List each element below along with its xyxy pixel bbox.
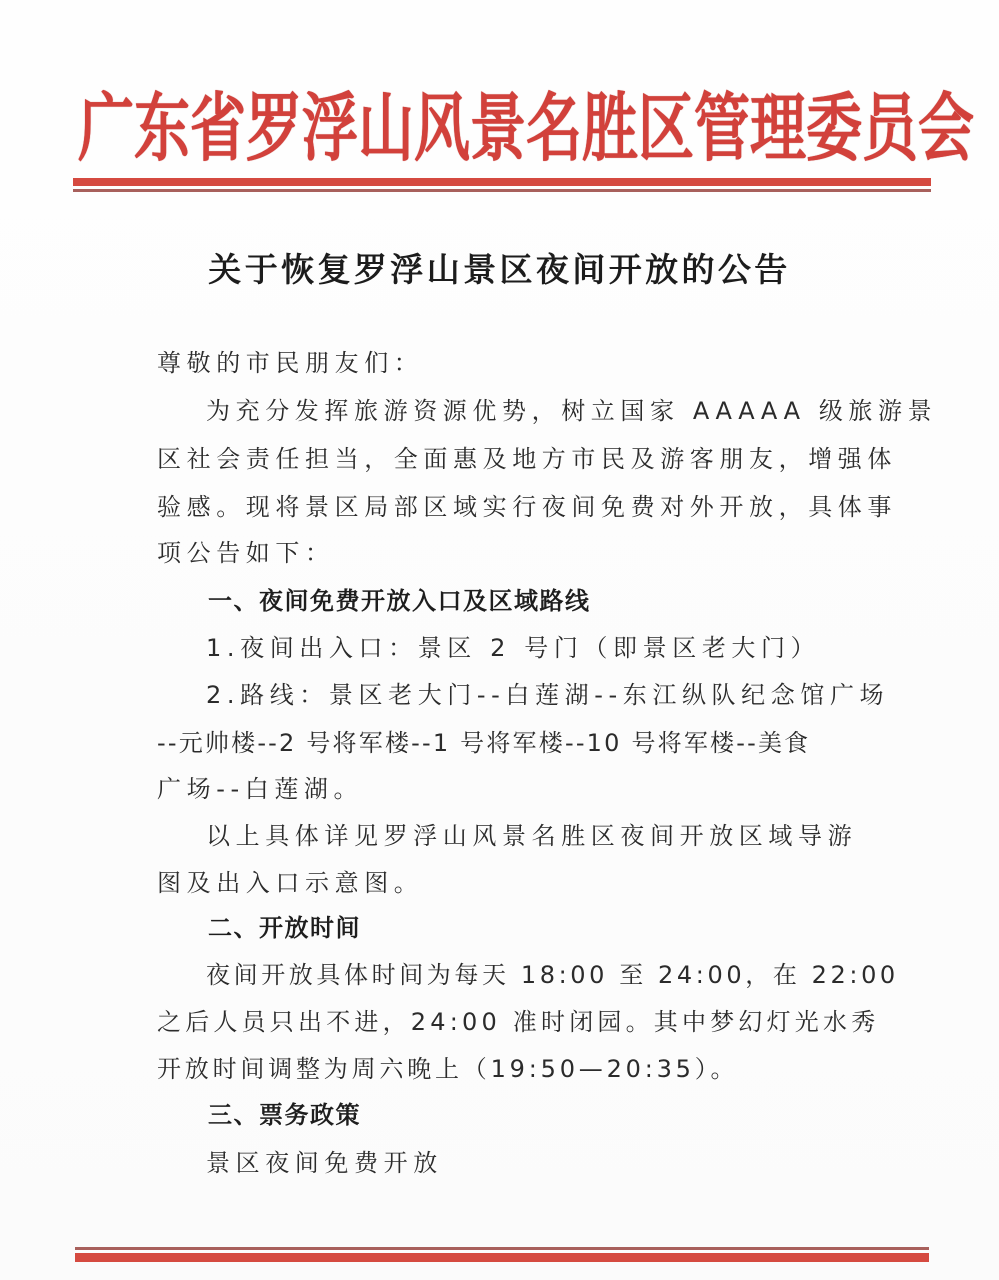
section-line: 2.路线：景区老大门--白莲湖--东江纵队纪念馆广场: [206, 681, 890, 709]
section-line: 以上具体详见罗浮山风景名胜区夜间开放区域导游: [206, 822, 858, 850]
letterhead-char: 理: [750, 84, 806, 172]
intro-line: 验感。现将景区局部区域实行夜间免费对外开放，具体事: [157, 493, 897, 521]
letterhead-char: 名: [526, 84, 582, 172]
section-line: 1.夜间出入口：景区 2 号门（即景区老大门）: [206, 634, 821, 662]
intro-line: 为充分发挥旅游资源优势，树立国家 AAAAA 级旅游景: [206, 397, 938, 425]
letterhead-char: 风: [414, 84, 470, 172]
document-title: 关于恢复罗浮山景区夜间开放的公告: [208, 250, 791, 289]
letterhead-char: 管: [694, 84, 750, 172]
letterhead-char: 景: [470, 84, 526, 172]
letterhead-char: 省: [190, 84, 246, 172]
section-line: --元帅楼--2 号将军楼--1 号将军楼--10 号将军楼--美食: [157, 729, 811, 757]
letterhead-char: 东: [134, 84, 190, 172]
letterhead-char: 浮: [302, 84, 358, 172]
section-line: 景区夜间免费开放: [206, 1149, 443, 1177]
letterhead-organization: [78, 78, 974, 172]
section-line: 图及出入口示意图。: [157, 869, 424, 897]
footer-rule-thin: [75, 1247, 929, 1250]
letterhead-char: 罗: [246, 84, 302, 172]
letterhead-char: 山: [358, 84, 414, 172]
letterhead-char: 委: [806, 84, 862, 172]
intro-line: 项公告如下：: [157, 539, 335, 567]
section-line: 广场--白莲湖。: [157, 775, 364, 803]
section-line: 开放时间调整为周六晚上（19:50—20:35）。: [157, 1055, 739, 1083]
section-heading-entrance-route: 一、夜间免费开放入口及区域路线: [208, 587, 591, 615]
letterhead-char: 区: [638, 84, 694, 172]
section-line: 夜间开放具体时间为每天 18:00 至 24:00，在 22:00: [206, 961, 899, 989]
letterhead-char: 胜: [582, 84, 638, 172]
intro-line: 区社会责任担当，全面惠及地方市民及游客朋友，增强体: [157, 445, 897, 473]
footer-rule-thick: [75, 1253, 929, 1262]
section-line: 之后人员只出不进，24:00 准时闭园。其中梦幻灯光水秀: [157, 1008, 880, 1036]
header-rule-thick: [73, 178, 931, 186]
letterhead-char: 会: [918, 84, 974, 172]
salutation: 尊敬的市民朋友们：: [157, 349, 424, 377]
letterhead-char: 员: [862, 84, 918, 172]
header-rule-thin: [73, 189, 931, 192]
letterhead-char: 广: [78, 84, 134, 172]
section-heading-opening-hours: 二、开放时间: [208, 914, 361, 942]
section-heading-ticket-policy: 三、票务政策: [208, 1101, 361, 1129]
